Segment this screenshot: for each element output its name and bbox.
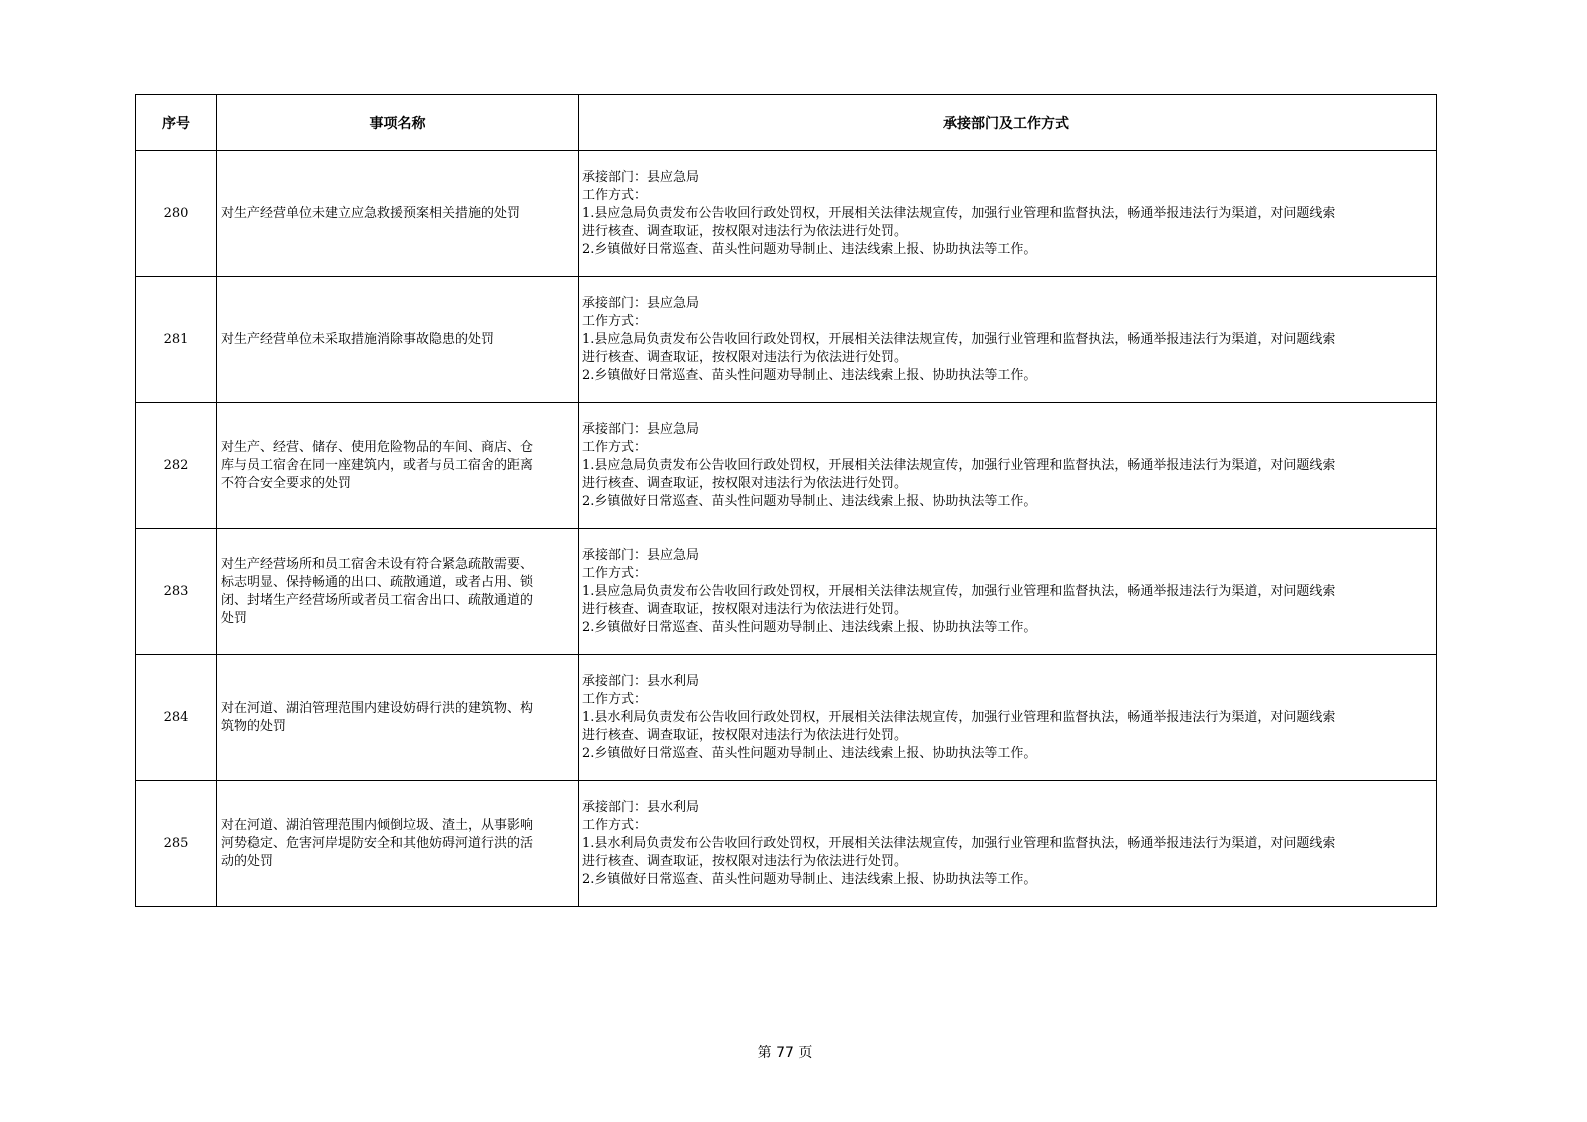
department-method-cell xyxy=(579,277,1437,403)
department-method-line: 2.乡镇做好日常巡查、苗头性问题劝导制止、违法线索上报、协助执法等工作。 xyxy=(582,367,1037,383)
item-name-line: 对在河道、湖泊管理范围内建设妨碍行洪的建筑物、构 xyxy=(221,700,534,716)
item-name-line: 标志明显、保持畅通的出口、疏散通道，或者占用、锁 xyxy=(221,574,534,590)
header-department-method: 承接部门及工作方式 xyxy=(579,95,1437,151)
item-name-line: 闭、封堵生产经营场所或者员工宿舍出口、疏散通道的 xyxy=(221,592,534,608)
department-method-line: 进行核查、调查取证，按权限对违法行为依法进行处罚。 xyxy=(582,475,908,491)
department-method-line: 承接部门：县应急局 xyxy=(582,547,700,563)
serial-number-cell: 281 xyxy=(136,277,217,403)
table-row xyxy=(136,403,1437,529)
item-name-line: 库与员工宿舍在同一座建筑内，或者与员工宿舍的距离 xyxy=(221,457,534,473)
department-method-cell xyxy=(579,403,1437,529)
department-method-cell xyxy=(579,151,1437,277)
department-method-line: 工作方式： xyxy=(582,187,648,203)
items-table xyxy=(135,94,1437,907)
department-method-line: 承接部门：县应急局 xyxy=(582,295,700,311)
department-method-line: 工作方式： xyxy=(582,439,648,455)
department-method-line: 进行核查、调查取证，按权限对违法行为依法进行处罚。 xyxy=(582,223,908,239)
item-name-line: 不符合安全要求的处罚 xyxy=(221,475,352,491)
department-method-line: 1.县应急局负责发布公告收回行政处罚权，开展相关法律法规宣传，加强行业管理和监督执法，畅通举报违法行为渠道，对问题线索 xyxy=(582,331,1336,347)
table-row xyxy=(136,781,1437,907)
department-method-line: 2.乡镇做好日常巡查、苗头性问题劝导制止、违法线索上报、协助执法等工作。 xyxy=(582,871,1037,887)
department-method-cell xyxy=(579,781,1437,907)
department-method-line: 承接部门：县水利局 xyxy=(582,673,700,689)
item-name-line: 对生产经营单位未采取措施消除事故隐患的处罚 xyxy=(221,331,495,347)
department-method-line: 进行核查、调查取证，按权限对违法行为依法进行处罚。 xyxy=(582,853,908,869)
department-method-line: 1.县水利局负责发布公告收回行政处罚权，开展相关法律法规宣传，加强行业管理和监督执法，畅通举报违法行为渠道，对问题线索 xyxy=(582,709,1336,725)
header-serial-number: 序号 xyxy=(136,95,217,151)
table-row xyxy=(136,277,1437,403)
item-name-cell xyxy=(217,655,579,781)
item-name-line: 河势稳定、危害河岸堤防安全和其他妨碍河道行洪的活 xyxy=(221,835,534,851)
item-name-line: 对生产、经营、储存、使用危险物品的车间、商店、仓 xyxy=(221,439,534,455)
department-method-line: 承接部门：县应急局 xyxy=(582,169,700,185)
department-method-line: 进行核查、调查取证，按权限对违法行为依法进行处罚。 xyxy=(582,727,908,743)
department-method-line: 2.乡镇做好日常巡查、苗头性问题劝导制止、违法线索上报、协助执法等工作。 xyxy=(582,241,1037,257)
item-name-cell xyxy=(217,403,579,529)
department-method-line: 承接部门：县水利局 xyxy=(582,799,700,815)
department-method-line: 1.县水利局负责发布公告收回行政处罚权，开展相关法律法规宣传，加强行业管理和监督执法，畅通举报违法行为渠道，对问题线索 xyxy=(582,835,1336,851)
department-method-line: 2.乡镇做好日常巡查、苗头性问题劝导制止、违法线索上报、协助执法等工作。 xyxy=(582,493,1037,509)
department-method-line: 工作方式： xyxy=(582,565,648,581)
item-name-line: 筑物的处罚 xyxy=(221,718,287,734)
item-name-cell xyxy=(217,529,579,655)
item-name-line: 动的处罚 xyxy=(221,853,274,869)
header-row xyxy=(136,95,1437,151)
department-method-line: 工作方式： xyxy=(582,691,648,707)
department-method-line: 2.乡镇做好日常巡查、苗头性问题劝导制止、违法线索上报、协助执法等工作。 xyxy=(582,745,1037,761)
department-method-line: 进行核查、调查取证，按权限对违法行为依法进行处罚。 xyxy=(582,349,908,365)
department-method-cell xyxy=(579,529,1437,655)
item-name-cell xyxy=(217,277,579,403)
department-method-line: 1.县应急局负责发布公告收回行政处罚权，开展相关法律法规宣传，加强行业管理和监督执法，畅通举报违法行为渠道，对问题线索 xyxy=(582,583,1336,599)
header-item-name: 事项名称 xyxy=(217,95,579,151)
department-method-line: 2.乡镇做好日常巡查、苗头性问题劝导制止、违法线索上报、协助执法等工作。 xyxy=(582,619,1037,635)
item-name-line: 对生产经营场所和员工宿舍未设有符合紧急疏散需要、 xyxy=(221,556,534,572)
department-method-line: 1.县应急局负责发布公告收回行政处罚权，开展相关法律法规宣传，加强行业管理和监督执法，畅通举报违法行为渠道，对问题线索 xyxy=(582,205,1336,221)
item-name-line: 对生产经营单位未建立应急救援预案相关措施的处罚 xyxy=(221,205,521,221)
table-row xyxy=(136,655,1437,781)
table-row xyxy=(136,529,1437,655)
item-name-line: 处罚 xyxy=(221,610,248,626)
department-method-line: 承接部门：县应急局 xyxy=(582,421,700,437)
serial-number-cell: 280 xyxy=(136,151,217,277)
serial-number-cell: 283 xyxy=(136,529,217,655)
department-method-line: 工作方式： xyxy=(582,817,648,833)
page-number: 第 77 页 xyxy=(757,1045,813,1061)
item-name-cell xyxy=(217,151,579,277)
department-method-line: 工作方式： xyxy=(582,313,648,329)
serial-number-cell: 284 xyxy=(136,655,217,781)
department-method-line: 进行核查、调查取证，按权限对违法行为依法进行处罚。 xyxy=(582,601,908,617)
table-header xyxy=(136,95,1437,151)
item-name-cell xyxy=(217,781,579,907)
table-body xyxy=(136,151,1437,907)
serial-number-cell: 285 xyxy=(136,781,217,907)
item-name-line: 对在河道、湖泊管理范围内倾倒垃圾、渣土，从事影响 xyxy=(221,817,534,833)
table-row xyxy=(136,151,1437,277)
department-method-line: 1.县应急局负责发布公告收回行政处罚权，开展相关法律法规宣传，加强行业管理和监督执法，畅通举报违法行为渠道，对问题线索 xyxy=(582,457,1336,473)
department-method-cell xyxy=(579,655,1437,781)
serial-number-cell: 282 xyxy=(136,403,217,529)
